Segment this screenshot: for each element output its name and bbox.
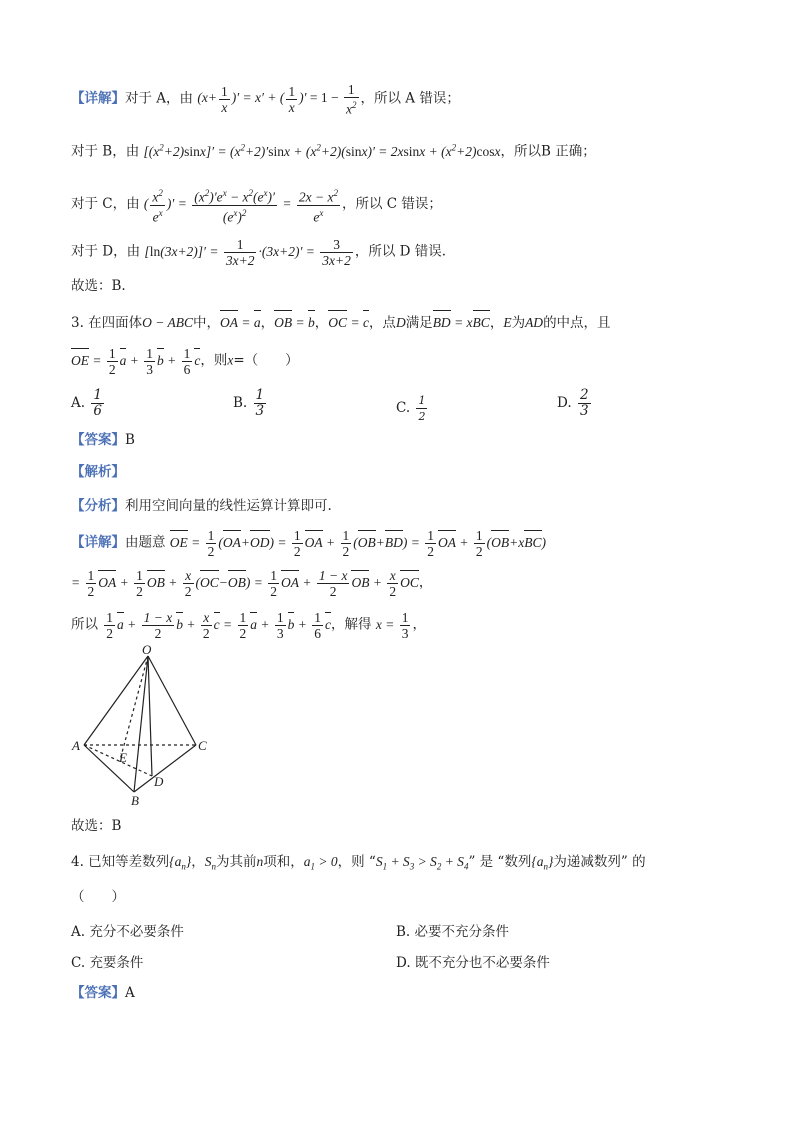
q3-choice: 故选：B [71, 818, 122, 834]
q4-stem: 4. 已知等差数列$\{a_n\}$，$S_n$为其前n项和，$a_1 > 0$，则 “$S_1 + S_3 > S_2 + S_4$” 是 “数列$\{a_n\}$为递减数列” 的 [71, 854, 646, 872]
q3-detail-line2: = $\frac{1}{2}$ OA + $\frac{1}{2}$ OB + $\frac{x}{2}$ (OC−OB) = $\frac{1}{2}$ OA + $\frac{1 - x}{2}$ OB + $\frac{x}{2}$ OC， [71, 568, 433, 599]
label-b: B [131, 793, 139, 808]
q4-option-a[interactable]: A. 充分不必要条件 [71, 924, 184, 940]
q3-option-c[interactable]: C. $\frac{1}{2}$ [396, 394, 426, 423]
label-e: E [119, 750, 127, 765]
label-c: C [198, 738, 207, 753]
q3-fenxi: 【分析】利用空间向量的线性运算计算即可. [71, 498, 332, 514]
q3-option-d[interactable]: D. $\frac{2}{3}$ [557, 387, 589, 419]
q3-detail-line3: 所以 $\frac{1}{2}$ a + $\frac{1 - x}{2}$ b + $\frac{x}{2}$ c = $\frac{1}{2}$ a + $\frac{1}{3}$ b + $\frac{1}{6}$ c，解得 x = $\frac{1}{3}$ ， [71, 610, 426, 641]
q2-detail-line-a: 【详解】对于 A，由 (x+ $\frac{1}{x}$ )′ = x′ + ( $\frac{1}{x}$ )′ = 1 − $\frac{1}{x^2}$ ，所以 A 错误； [71, 82, 460, 117]
q3-option-a[interactable]: A. $\frac{1}{6}$ [71, 387, 102, 419]
edge-ad [84, 745, 152, 776]
q3-stem-line1: 3. 在四面体O − ABC中，OA = a，OB = b，OC = c，点D满足BD = xBC，E为AD的中点，且 [71, 315, 611, 331]
q4-option-b[interactable]: B. 必要不充分条件 [396, 924, 510, 940]
edge-od [148, 656, 152, 776]
q2-detail-line-d: 对于 D，由 [ln(3x+2)]′ = $\frac{1}{3x+2}$ ·(3x+2)′ = $\frac{3}{3x+2}$ ，所以 D 错误. [71, 237, 447, 268]
q2-detail-line-c: 对于 C，由 ( $\frac{x^2}{e^x}$ )′ = $\frac{(x^2)'e^x - x^2(e^x)'}{(e^x)^2}$ = $\frac{2x - x^2}{e^x}$ ，所以 C 错误； [71, 188, 442, 224]
q4-option-d[interactable]: D. 既不充分也不必要条件 [396, 955, 550, 971]
label-o: O [142, 642, 152, 657]
q3-analysis-tag: 【解析】 [71, 464, 125, 480]
q4-paren: （ ） [71, 889, 125, 905]
q4-answer: 【答案】A [71, 985, 135, 1001]
tetrahedron-figure [66, 642, 226, 810]
label-a: A [72, 738, 80, 753]
q3-stem-line2: OE = $\frac{1}{2}$ a + $\frac{1}{3}$ b + $\frac{1}{6}$ c，则x=（ ） [71, 346, 299, 377]
q3-option-b[interactable]: B. $\frac{1}{3}$ [233, 387, 265, 419]
edge-bc [134, 745, 196, 792]
q2-choice: 故选：B. [71, 278, 126, 294]
edge-oc [148, 656, 196, 745]
edge-oa [84, 656, 148, 745]
q3-answer: 【答案】B [71, 432, 135, 448]
label-d: D [154, 774, 164, 789]
q3-detail-line1: 【详解】由题意 OE = $\frac{1}{2}$ (OA+OD) = $\frac{1}{2}$ OA + $\frac{1}{2}$ (OB+BD) = $\frac{1}{2}$ OA + $\frac{1}{2}$ (OB+xBC) [71, 528, 547, 559]
q2-detail-line-b: 对于 B，由 $[(x^2+2)\sin x]' = (x^2+2)'\sin x + (x^2+2)(\sin x)' = 2xsinx + (x^2+2)\cos x$，所以B 正确； [71, 142, 596, 160]
q4-option-c[interactable]: C. 充要条件 [71, 955, 144, 971]
